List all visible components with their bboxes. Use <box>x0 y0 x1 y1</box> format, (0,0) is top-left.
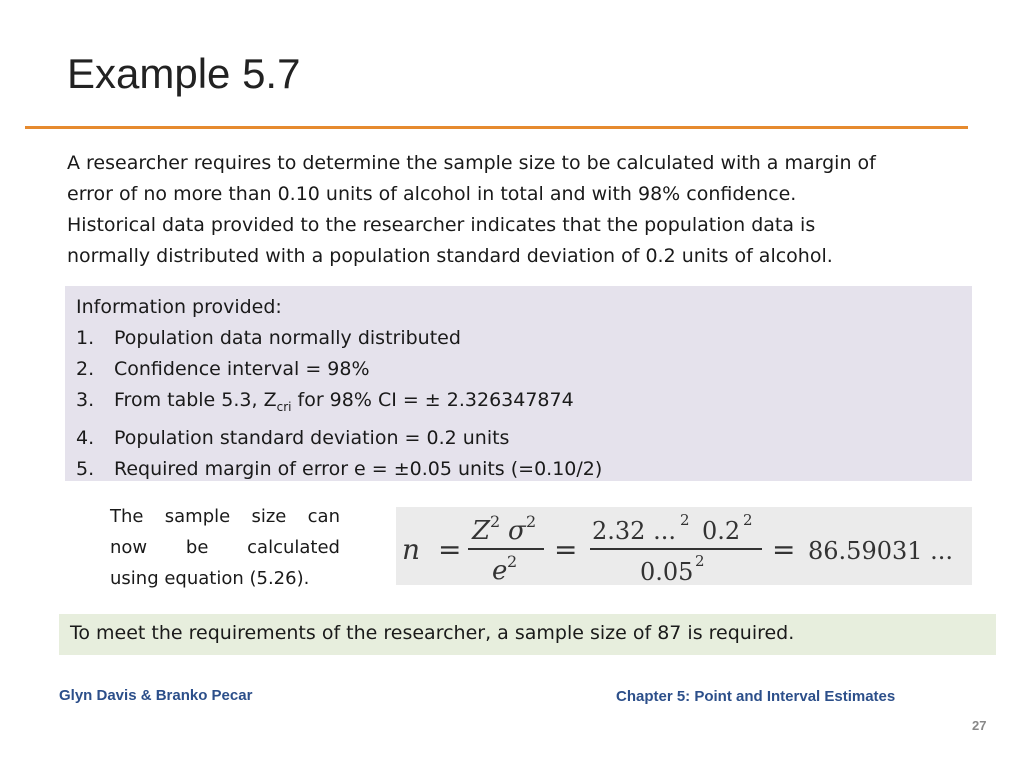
info-item-number: 5. <box>76 457 95 480</box>
eq-lhs: n <box>402 533 421 566</box>
intro-line: A researcher requires to determine the sample size to be calculated with a margin of <box>67 152 876 174</box>
eq-equals-1: = <box>438 533 462 566</box>
eq-z: Z <box>472 516 491 546</box>
slide-title: Example 5.7 <box>67 50 301 97</box>
equation-box <box>396 507 972 585</box>
info-item <box>76 354 602 385</box>
eq-z-value: 2.32 ... <box>592 517 676 545</box>
info-item-text: Population data normally distributed <box>114 327 461 349</box>
z-subscript: cri <box>276 399 292 414</box>
intro-line: normally distributed with a population standard deviation of 0.2 units of alcohol. <box>67 245 833 267</box>
eq-sigma: σ <box>508 516 526 546</box>
eq-e-value-exp: 2 <box>695 552 705 570</box>
title-divider <box>25 126 968 129</box>
info-heading: Information provided: <box>76 296 282 318</box>
info-list <box>76 323 602 485</box>
info-item-number: 4. <box>76 426 95 449</box>
z-suffix: for 98% CI = ± 2.326347874 <box>291 389 574 411</box>
info-item-number: 1. <box>76 327 95 349</box>
intro-line: error of no more than 0.10 units of alcohol in total and with 98% confidence. <box>67 183 797 205</box>
info-item-text: Required margin of error e = ±0.05 units (=0.10/2) <box>114 457 603 480</box>
info-item <box>76 385 602 423</box>
eq-sd-value-exp: 2 <box>743 511 753 529</box>
eq-sigma-exp: 2 <box>526 512 537 531</box>
z-prefix: From table 5.3, Z <box>114 389 277 411</box>
info-item-text <box>114 385 574 423</box>
note-line: The sample size can <box>110 506 340 527</box>
note-line: using equation (5.26). <box>110 568 310 589</box>
eq-e-value: 0.05 <box>640 558 694 585</box>
footer-chapter: Chapter 5: Point and Interval Estimates <box>616 688 896 705</box>
sample-size-note <box>110 501 340 594</box>
eq-equals-2: = <box>554 533 578 566</box>
info-item <box>76 423 602 454</box>
eq-z-exp: 2 <box>490 512 501 531</box>
note-line: now be calculated <box>110 537 340 558</box>
intro-line: Historical data provided to the researcher indicates that the population data is <box>67 214 816 236</box>
intro-paragraph <box>67 148 953 272</box>
eq-equals-3: = <box>772 533 796 566</box>
eq-e: e <box>492 556 508 585</box>
eq-sd-value: 0.2 <box>702 517 741 545</box>
conclusion-text: To meet the requirements of the researcher, a sample size of 87 is required. <box>70 622 795 644</box>
eq-e-exp: 2 <box>507 552 518 571</box>
conclusion-box <box>59 614 996 655</box>
info-item-text: Population standard deviation = 0.2 units <box>114 426 510 449</box>
info-item-number: 2. <box>76 358 95 380</box>
eq-result: 86.59031 ... <box>808 537 954 565</box>
footer-authors: Glyn Davis & Branko Pecar <box>59 687 253 704</box>
info-item-text: Confidence interval = 98% <box>114 358 370 380</box>
info-item-number: 3. <box>76 389 95 411</box>
equation-svg <box>396 507 972 585</box>
eq-z-value-exp: 2 <box>680 511 690 529</box>
page-number: 27 <box>972 718 987 733</box>
info-item <box>76 454 602 485</box>
information-box <box>65 286 972 481</box>
info-item <box>76 323 602 354</box>
